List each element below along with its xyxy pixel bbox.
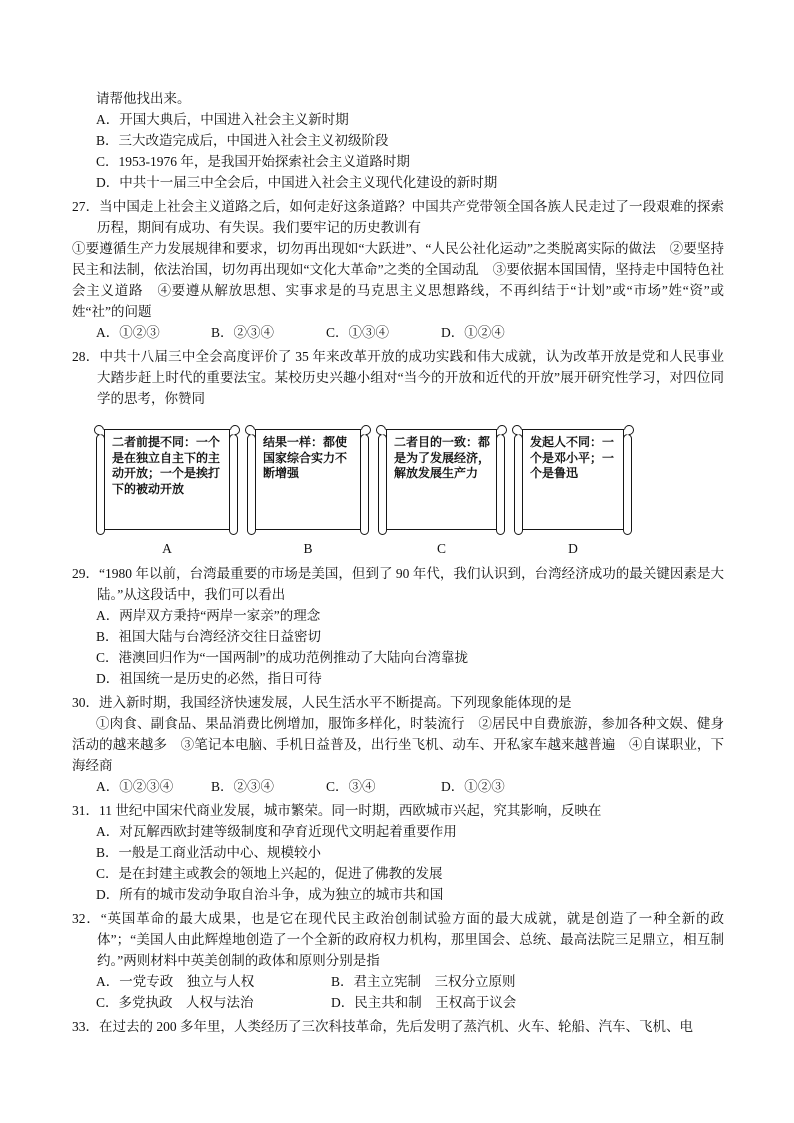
question-stem: 28．中共十八届三中全会高度评价了 35 年来改革开放的成功实践和伟大成就，认为改革开放是党和人民事业大踏步赶上时代的重要法宝。某校历史兴趣小组对“当今的开放和近代的开放”展开研究性学习，对四位同学的思考，你赞同 bbox=[72, 349, 724, 406]
scroll-roll bbox=[623, 434, 632, 535]
question-stem: 30．进入新时期，我国经济快速发展，人民生活水平不断提高。下列现象能体现的是 bbox=[72, 695, 572, 710]
question-items: ①要遵循生产力发展规律和要求，切勿再出现如“大跃进”、“人民公社化运动”之类脱离实际的做法 ②要坚持民主和法制，依法治国，切勿再出现如“文化大革命”之类的全国动乱 ③要依据本国国情，坚持走中国特色社会主义道路 ④要遵从解放思想、实事求是的马克思主义思想路线，不再纠结于“计划”或“市场”姓“资”或姓“社”的问题 bbox=[72, 241, 724, 319]
scroll-text: 二者目的一致：都是为了发展经济，解放发展生产力 bbox=[386, 429, 497, 530]
option-line: B．祖国大陆与台湾经济交往日益密切 bbox=[96, 629, 322, 644]
scroll-roll bbox=[247, 434, 256, 535]
question-32 bbox=[72, 908, 724, 1013]
option-line: A．开国大典后，中国进入社会主义新时期 bbox=[96, 112, 349, 127]
option-line: B．三大改造完成后，中国进入社会主义初级阶段 bbox=[96, 133, 389, 148]
scroll-option-b bbox=[247, 419, 369, 559]
option-line: A．对瓦解西欧封建等级制度和孕育近现代文明起着重要作用 bbox=[96, 824, 457, 839]
scroll-option-d bbox=[514, 419, 632, 559]
question-31 bbox=[72, 800, 724, 905]
scroll-banner bbox=[514, 419, 632, 535]
question-stem: 31．11 世纪中国宋代商业发展，城市繁荣。同一时期，西欧城市兴起，究其影响，反映在 bbox=[72, 803, 602, 818]
scroll-roll bbox=[229, 434, 238, 535]
scroll-curl-icon bbox=[510, 423, 524, 437]
option-line: C．是在封建主或教会的领地上兴起的，促进了佛教的发展 bbox=[96, 866, 443, 881]
answer-row bbox=[72, 971, 724, 992]
question-29 bbox=[72, 563, 724, 689]
scroll-label: D bbox=[568, 541, 578, 556]
option-line: A．两岸双方秉持“两岸一家亲”的理念 bbox=[96, 608, 321, 623]
scroll-roll bbox=[496, 434, 505, 535]
scroll-option-c bbox=[378, 419, 505, 559]
scroll-roll bbox=[360, 434, 369, 535]
scroll-roll bbox=[96, 434, 105, 535]
question-30 bbox=[72, 692, 724, 797]
answer-choice: B．②③④ bbox=[211, 325, 275, 340]
answer-row bbox=[72, 776, 724, 797]
option-line: D．所有的城市发动争取自治斗争，成为独立的城市共和国 bbox=[96, 887, 444, 902]
scroll-roll bbox=[514, 434, 523, 535]
scroll-label: C bbox=[436, 541, 446, 556]
answer-choice: B．君主立宪制 三权分立原则 bbox=[331, 974, 516, 989]
scroll-banner bbox=[247, 419, 369, 535]
question-items: ①肉食、副食品、果品消费比例增加，服饰多样化，时装流行 ②居民中自费旅游，参加各种文娱、健身活动的越来越多 ③笔记本电脑、手机日益普及，出行坐飞机、动车、开私家车越来越普遍 ④自谋职业，下海经商 bbox=[72, 716, 724, 773]
answer-choice: C．①③④ bbox=[326, 325, 390, 340]
scroll-curl-icon bbox=[228, 423, 242, 437]
scroll-curl-icon bbox=[359, 423, 373, 437]
answer-choice: A．①②③④ bbox=[96, 779, 174, 794]
answer-row bbox=[72, 322, 724, 343]
scroll-text: 发起人不同：一个是邓小平；一个是鲁迅 bbox=[522, 429, 624, 530]
answer-row bbox=[72, 992, 724, 1013]
scroll-roll bbox=[378, 434, 387, 535]
option-line: D．中共十一届三中全会后，中国进入社会主义现代化建设的新时期 bbox=[96, 175, 498, 190]
scroll-curl-icon bbox=[495, 423, 509, 437]
answer-choice: B．②③④ bbox=[211, 779, 275, 794]
question-33 bbox=[72, 1016, 724, 1037]
option-line: C．1953-1976 年，是我国开始探索社会主义道路时期 bbox=[96, 154, 410, 169]
answer-choice: D．民主共和制 王权高于议会 bbox=[331, 995, 517, 1010]
scroll-curl-icon bbox=[243, 423, 257, 437]
question-28 bbox=[72, 346, 724, 559]
scroll-text: 结果一样：都使国家综合实力不断增强 bbox=[255, 429, 361, 530]
option-line: C．港澳回归作为“一国两制”的成功范例推动了大陆向台湾靠拢 bbox=[96, 650, 468, 665]
option-line: D．祖国统一是历史的必然，指日可待 bbox=[96, 671, 322, 686]
answer-choice: C．③④ bbox=[326, 779, 376, 794]
scroll-banner bbox=[96, 419, 238, 535]
scroll-text: 二者前提不同：一个是在独立自主下的主动开放；一个是挨打下的被动开放 bbox=[104, 429, 230, 530]
answer-choice: D．①②③ bbox=[441, 779, 505, 794]
scroll-label: A bbox=[162, 541, 172, 556]
scroll-option-a bbox=[96, 419, 238, 559]
answer-choice: A．①②③ bbox=[96, 325, 160, 340]
answer-choice: D．①②④ bbox=[441, 325, 505, 340]
question-stem: 33．在过去的 200 多年里，人类经历了三次科技革命，先后发明了蒸汽机、火车、轮船、汽车、飞机、电 bbox=[72, 1019, 693, 1034]
scroll-curl-icon bbox=[374, 423, 388, 437]
question-stem: 32．“英国革命的最大成果，也是它在现代民主政治创制试验方面的最大成就，就是创造了一种全新的政体”；“美国人由此辉煌地创造了一个全新的政府权力机构，那里国会、总统、最高法院三足鼎立，相互制约。”两则材料中英美创制的政体和原则分别是指 bbox=[72, 911, 724, 968]
q28-scroll-diagram bbox=[96, 419, 724, 559]
scroll-curl-icon bbox=[622, 423, 636, 437]
scroll-curl-icon bbox=[92, 423, 106, 437]
scroll-label: B bbox=[303, 541, 313, 556]
lead-line: 请帮他找出来。 bbox=[96, 91, 191, 106]
question-stem: 27．当中国走上社会主义道路之后，如何走好这条道路？中国共产党带领全国各族人民走过了一段艰难的探索历程，期间有成功、有失误。我们要牢记的历史教训有 bbox=[72, 199, 724, 235]
question-stem: 29．“1980 年以前，台湾最重要的市场是美国，但到了 90 年代，我们认识到，台湾经济成功的最关键因素是大陆。”从这段话中，我们可以看出 bbox=[72, 566, 724, 602]
option-line: B．一般是工商业活动中心、规模较小 bbox=[96, 845, 322, 860]
question-27 bbox=[72, 196, 724, 343]
answer-choice: A．一党专政 独立与人权 bbox=[96, 974, 255, 989]
scroll-banner bbox=[378, 419, 505, 535]
lead-block bbox=[72, 88, 724, 193]
answer-choice: C．多党执政 人权与法治 bbox=[96, 995, 254, 1010]
